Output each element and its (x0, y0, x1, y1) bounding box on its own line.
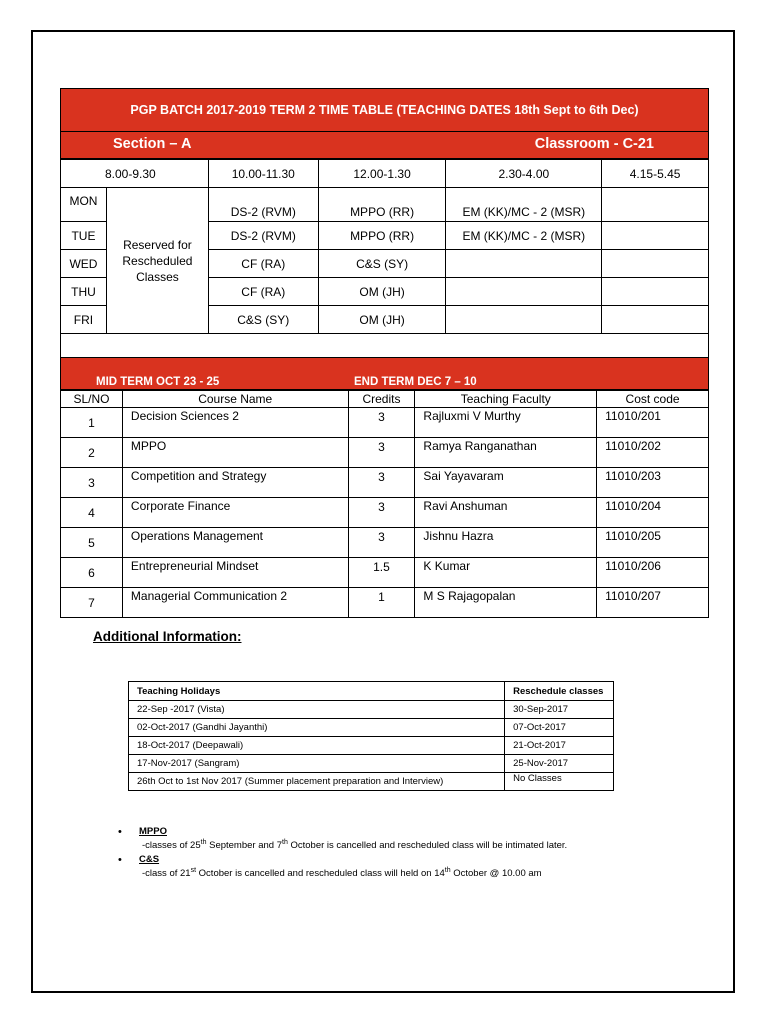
holiday: 26th Oct to 1st Nov 2017 (Summer placement preparation and Interview) (129, 773, 505, 791)
time-slot-2: 10.00-11.30 (208, 160, 318, 188)
credits: 3 (348, 408, 415, 438)
table-row (61, 528, 709, 558)
cost-code: 11010/206 (597, 558, 709, 588)
table-row (61, 498, 709, 528)
note-title: MPPO (139, 826, 167, 837)
holiday: 17-Nov-2017 (Sangram) (129, 755, 505, 773)
text-part: September and 7 (206, 840, 282, 851)
table-row (129, 701, 614, 719)
list-item (118, 825, 567, 853)
time-slot-1: 8.00-9.30 (61, 160, 209, 188)
day-label: TUE (61, 222, 107, 250)
text-part: -classes of 25 (142, 840, 201, 851)
course-name: Decision Sciences 2 (122, 408, 348, 438)
superscript: th (282, 838, 288, 846)
col-header: Teaching Faculty (415, 391, 597, 408)
faculty: Ravi Anshuman (415, 498, 597, 528)
table-row (129, 719, 614, 737)
text-part: October @ 10.00 am (450, 868, 542, 879)
mid-term-label: MID TERM OCT 23 - 25 (96, 376, 220, 388)
title-text: PGP BATCH 2017-2019 TERM 2 TIME TABLE (TEACHING DATES 18th Sept to 6th Dec) (130, 103, 639, 117)
time-slot-3: 12.00-1.30 (318, 160, 446, 188)
class-cell: EM (KK)/MC - 2 (MSR) (446, 188, 602, 222)
course-header-row (61, 391, 709, 408)
course-name: Entrepreneurial Mindset (122, 558, 348, 588)
text-part: October is cancelled and rescheduled class will be intimated later. (287, 840, 568, 851)
col-header: Reschedule classes (505, 682, 614, 701)
cost-code: 11010/203 (597, 468, 709, 498)
col-header: Course Name (122, 391, 348, 408)
faculty: M S Rajagopalan (415, 588, 597, 618)
sl-no: 5 (61, 528, 123, 558)
faculty: K Kumar (415, 558, 597, 588)
credits: 3 (348, 468, 415, 498)
credits: 1 (348, 588, 415, 618)
faculty: Ramya Ranganathan (415, 438, 597, 468)
holiday: 02-Oct-2017 (Gandhi Jayanthi) (129, 719, 505, 737)
reschedule: 07-Oct-2017 (505, 719, 614, 737)
class-cell (602, 278, 709, 306)
credits: 3 (348, 438, 415, 468)
class-cell: MPPO (RR) (318, 188, 446, 222)
class-cell: DS-2 (RVM) (208, 188, 318, 222)
additional-info-heading: Additional Information: (93, 629, 242, 644)
col-header: SL/NO (61, 391, 123, 408)
day-label: FRI (61, 306, 107, 334)
table-row (61, 558, 709, 588)
day-label: THU (61, 278, 107, 306)
course-name: MPPO (122, 438, 348, 468)
credits: 1.5 (348, 558, 415, 588)
sl-no: 4 (61, 498, 123, 528)
section-label: Section – A (113, 136, 192, 152)
class-cell: C&S (SY) (208, 306, 318, 334)
class-cell (602, 188, 709, 222)
faculty: Rajluxmi V Murthy (415, 408, 597, 438)
table-row (61, 588, 709, 618)
cost-code: 11010/207 (597, 588, 709, 618)
list-item (118, 853, 567, 881)
course-name: Operations Management (122, 528, 348, 558)
table-row (61, 438, 709, 468)
holiday: 18-Oct-2017 (Deepawali) (129, 737, 505, 755)
cost-code: 11010/205 (597, 528, 709, 558)
sl-no: 2 (61, 438, 123, 468)
table-row (129, 755, 614, 773)
reserved-line: Rescheduled (122, 253, 193, 268)
reschedule: No Classes (505, 773, 614, 791)
time-slot-5: 4.15-5.45 (602, 160, 709, 188)
class-cell: EM (KK)/MC - 2 (MSR) (446, 222, 602, 250)
class-cell (602, 222, 709, 250)
reserved-line: Classes (136, 269, 179, 284)
class-cell (602, 250, 709, 278)
day-label: MON (61, 188, 107, 222)
faculty: Jishnu Hazra (415, 528, 597, 558)
section-bar (60, 132, 709, 159)
timetable-grid (60, 159, 709, 363)
class-cell (446, 306, 602, 334)
class-cell: OM (JH) (318, 278, 446, 306)
holiday-table (128, 681, 614, 791)
class-cell: DS-2 (RVM) (208, 222, 318, 250)
col-header: Credits (348, 391, 415, 408)
time-slot-row (61, 160, 709, 188)
course-name: Managerial Communication 2 (122, 588, 348, 618)
bullet-icon: • (118, 826, 122, 838)
col-header: Teaching Holidays (129, 682, 505, 701)
superscript: th (444, 866, 451, 874)
time-slot-4: 2.30-4.00 (446, 160, 602, 188)
holiday: 22-Sep -2017 (Vista) (129, 701, 505, 719)
cost-code: 11010/202 (597, 438, 709, 468)
class-cell: CF (RA) (208, 278, 318, 306)
class-cell (446, 250, 602, 278)
table-row (61, 408, 709, 438)
credits: 3 (348, 528, 415, 558)
text-part: October is cancelled and rescheduled class will held on 14 (196, 868, 445, 879)
text-part: -class of 21 (142, 868, 191, 879)
reschedule: 25-Nov-2017 (505, 755, 614, 773)
cost-code: 11010/201 (597, 408, 709, 438)
reschedule: 30-Sep-2017 (505, 701, 614, 719)
day-label: WED (61, 250, 107, 278)
sl-no: 1 (61, 408, 123, 438)
table-row (61, 468, 709, 498)
bullet-icon: • (118, 854, 122, 866)
course-name: Corporate Finance (122, 498, 348, 528)
sl-no: 3 (61, 468, 123, 498)
credits: 3 (348, 498, 415, 528)
class-cell: MPPO (RR) (318, 222, 446, 250)
exam-dates-bar (60, 357, 709, 390)
col-header: Cost code (597, 391, 709, 408)
end-term-label: END TERM DEC 7 – 10 (354, 376, 477, 388)
sl-no: 7 (61, 588, 123, 618)
sl-no: 6 (61, 558, 123, 588)
holiday-header-row (129, 682, 614, 701)
notes-list (118, 825, 567, 881)
cost-code: 11010/204 (597, 498, 709, 528)
faculty: Sai Yayavaram (415, 468, 597, 498)
table-row (129, 773, 614, 791)
class-cell: CF (RA) (208, 250, 318, 278)
day-row-mon (61, 188, 709, 222)
note-text (139, 867, 567, 881)
reschedule: 21-Oct-2017 (505, 737, 614, 755)
course-name: Competition and Strategy (122, 468, 348, 498)
class-cell (446, 278, 602, 306)
note-text (139, 839, 567, 853)
course-table (60, 390, 709, 618)
reserved-cell (106, 188, 208, 334)
table-row (129, 737, 614, 755)
superscript: th (200, 838, 207, 846)
note-title: C&S (139, 854, 160, 865)
reserved-line: Reserved for (123, 237, 192, 252)
class-cell: C&S (SY) (318, 250, 446, 278)
superscript: st (190, 866, 197, 874)
class-cell (602, 306, 709, 334)
timetable-title (60, 88, 709, 132)
class-cell: OM (JH) (318, 306, 446, 334)
classroom-label: Classroom - C-21 (534, 136, 654, 152)
